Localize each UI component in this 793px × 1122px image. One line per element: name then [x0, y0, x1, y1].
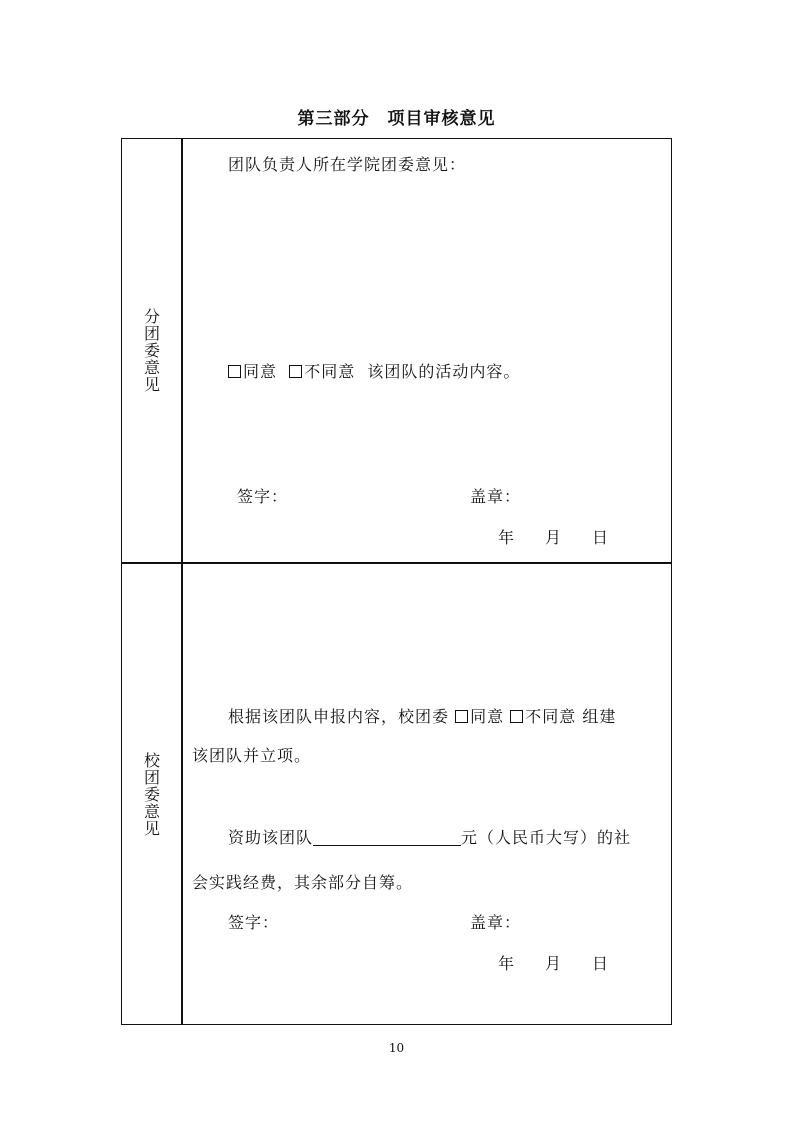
section1-options: [228, 359, 520, 382]
row-divider: [121, 562, 672, 564]
school-disagree-label: 不同意: [525, 707, 577, 726]
school-disagree-checkbox[interactable]: [510, 710, 523, 723]
page-title: 第三部分 项目审核意见: [297, 109, 496, 129]
section2-label: 校团委意见: [141, 751, 161, 837]
line1-suffix: 组建: [582, 707, 617, 726]
column-divider: [181, 138, 183, 1025]
disagree-label: 不同意: [304, 362, 356, 381]
options-suffix: 该团队的活动内容。: [367, 362, 521, 381]
section2-line2: 该团队并立项。: [192, 746, 312, 765]
agree-checkbox[interactable]: [228, 365, 241, 378]
section2-sign-label: 签字：: [228, 913, 280, 932]
section2-seal-label: 盖章：: [470, 913, 522, 932]
school-agree-label: 同意: [470, 707, 505, 726]
section1-month: 月: [545, 528, 563, 547]
fund-suffix: 元（人民币大写）的社: [461, 828, 632, 847]
section1-seal-label: 盖章：: [470, 487, 522, 506]
section2-year: 年: [498, 954, 516, 973]
agree-label: 同意: [243, 362, 278, 381]
section1-label: 分团委意见: [141, 308, 161, 393]
section2-line1: [228, 704, 616, 727]
section2-day: 日: [592, 954, 610, 973]
section1-prompt: 团队负责人所在学院团委意见：: [228, 155, 467, 174]
section1-year: 年: [498, 528, 516, 547]
school-agree-checkbox[interactable]: [455, 710, 468, 723]
section2-fund-line2: 会实践经费，其余部分自筹。: [192, 873, 414, 892]
fund-amount-blank[interactable]: [313, 829, 461, 846]
page-number: 10: [388, 1041, 405, 1055]
disagree-checkbox[interactable]: [289, 365, 302, 378]
section2-fund-line: [228, 825, 631, 848]
fund-prefix: 资助该团队: [228, 828, 314, 847]
section2-month: 月: [545, 954, 563, 973]
section1-day: 日: [592, 528, 610, 547]
line1-prefix: 根据该团队申报内容，校团委: [228, 707, 450, 726]
section1-sign-label: 签字：: [237, 487, 289, 506]
